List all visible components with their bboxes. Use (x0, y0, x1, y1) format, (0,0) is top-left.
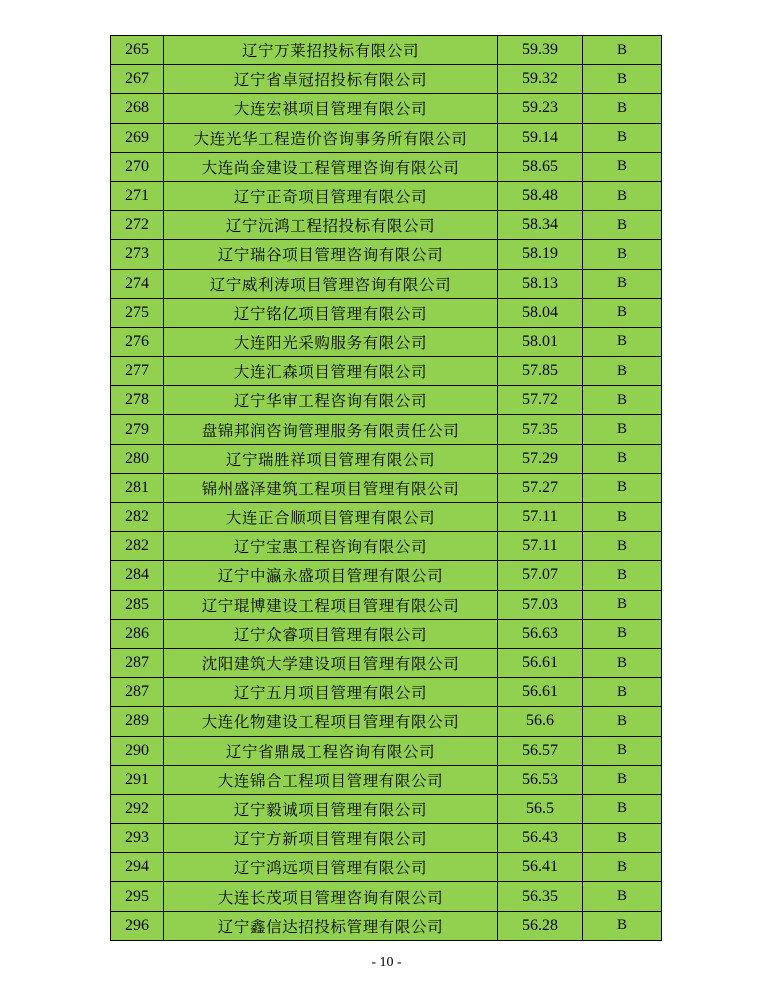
score-cell: 58.34 (498, 211, 583, 240)
rank-cell: 274 (111, 269, 164, 298)
rank-cell: 291 (111, 765, 164, 794)
grade-cell: B (583, 36, 662, 65)
grade-cell: B (583, 794, 662, 823)
grade-cell: B (583, 357, 662, 386)
rank-cell: 286 (111, 619, 164, 648)
rank-cell: 275 (111, 298, 164, 327)
table-row (111, 65, 662, 94)
company-name-cell: 辽宁方新项目管理有限公司 (164, 824, 498, 853)
score-cell: 56.63 (498, 619, 583, 648)
table-row (111, 648, 662, 677)
score-cell: 58.65 (498, 152, 583, 181)
rank-cell: 279 (111, 415, 164, 444)
company-name-cell: 辽宁瑞谷项目管理咨询有限公司 (164, 240, 498, 269)
rank-cell: 278 (111, 386, 164, 415)
company-name-cell: 辽宁省鼎晟工程咨询有限公司 (164, 736, 498, 765)
rank-cell: 269 (111, 123, 164, 152)
score-cell: 56.35 (498, 882, 583, 911)
table-row (111, 327, 662, 356)
table-row (111, 882, 662, 911)
score-cell: 56.61 (498, 648, 583, 677)
table-row (111, 736, 662, 765)
rank-cell: 265 (111, 36, 164, 65)
company-name-cell: 辽宁瑞胜祥项目管理有限公司 (164, 444, 498, 473)
rank-cell: 267 (111, 65, 164, 94)
company-name-cell: 辽宁鸿远项目管理有限公司 (164, 853, 498, 882)
score-cell: 57.11 (498, 532, 583, 561)
score-cell: 56.41 (498, 853, 583, 882)
score-cell: 57.72 (498, 386, 583, 415)
rank-cell: 287 (111, 648, 164, 677)
score-cell: 57.03 (498, 590, 583, 619)
ranking-table (110, 35, 662, 941)
score-cell: 56.43 (498, 824, 583, 853)
grade-cell: B (583, 648, 662, 677)
company-name-cell: 辽宁省卓冠招投标有限公司 (164, 65, 498, 94)
page-number: - 10 - (371, 955, 402, 970)
score-cell: 56.5 (498, 794, 583, 823)
grade-cell: B (583, 911, 662, 940)
company-name-cell: 辽宁众睿项目管理有限公司 (164, 619, 498, 648)
rank-cell: 270 (111, 152, 164, 181)
score-cell: 58.48 (498, 181, 583, 210)
score-cell: 57.85 (498, 357, 583, 386)
company-name-cell: 辽宁宝惠工程咨询有限公司 (164, 532, 498, 561)
rank-cell: 293 (111, 824, 164, 853)
grade-cell: B (583, 678, 662, 707)
grade-cell: B (583, 152, 662, 181)
rank-cell: 280 (111, 444, 164, 473)
table-row (111, 211, 662, 240)
grade-cell: B (583, 619, 662, 648)
grade-cell: B (583, 473, 662, 502)
rank-cell: 272 (111, 211, 164, 240)
score-cell: 59.14 (498, 123, 583, 152)
score-cell: 58.13 (498, 269, 583, 298)
grade-cell: B (583, 269, 662, 298)
table-row (111, 386, 662, 415)
company-name-cell: 大连汇森项目管理有限公司 (164, 357, 498, 386)
score-cell: 57.29 (498, 444, 583, 473)
company-name-cell: 辽宁五月项目管理有限公司 (164, 678, 498, 707)
rank-cell: 271 (111, 181, 164, 210)
table-row (111, 561, 662, 590)
company-name-cell: 大连长茂项目管理咨询有限公司 (164, 882, 498, 911)
grade-cell: B (583, 415, 662, 444)
rank-cell: 285 (111, 590, 164, 619)
table-row (111, 298, 662, 327)
rank-cell: 268 (111, 94, 164, 123)
grade-cell: B (583, 444, 662, 473)
grade-cell: B (583, 386, 662, 415)
score-cell: 56.61 (498, 678, 583, 707)
grade-cell: B (583, 181, 662, 210)
grade-cell: B (583, 824, 662, 853)
table-row (111, 619, 662, 648)
score-cell: 57.11 (498, 503, 583, 532)
rank-cell: 282 (111, 503, 164, 532)
table-row (111, 503, 662, 532)
rank-cell: 281 (111, 473, 164, 502)
table-row (111, 444, 662, 473)
table-row (111, 240, 662, 269)
grade-cell: B (583, 211, 662, 240)
table-row (111, 357, 662, 386)
company-name-cell: 大连正合顺项目管理有限公司 (164, 503, 498, 532)
rank-cell: 277 (111, 357, 164, 386)
table-row (111, 707, 662, 736)
grade-cell: B (583, 327, 662, 356)
table-row (111, 765, 662, 794)
grade-cell: B (583, 882, 662, 911)
company-name-cell: 大连锦合工程项目管理有限公司 (164, 765, 498, 794)
company-name-cell: 辽宁威利涛项目管理咨询有限公司 (164, 269, 498, 298)
table-row (111, 123, 662, 152)
table-row (111, 911, 662, 940)
grade-cell: B (583, 765, 662, 794)
grade-cell: B (583, 590, 662, 619)
table-row (111, 824, 662, 853)
company-name-cell: 大连化物建设工程项目管理有限公司 (164, 707, 498, 736)
grade-cell: B (583, 561, 662, 590)
table-row (111, 532, 662, 561)
grade-cell: B (583, 94, 662, 123)
rank-cell: 284 (111, 561, 164, 590)
table-row (111, 94, 662, 123)
company-name-cell: 沈阳建筑大学建设项目管理有限公司 (164, 648, 498, 677)
score-cell: 57.27 (498, 473, 583, 502)
company-name-cell: 辽宁万莱招投标有限公司 (164, 36, 498, 65)
rank-cell: 289 (111, 707, 164, 736)
company-name-cell: 辽宁沅鸿工程招投标有限公司 (164, 211, 498, 240)
score-cell: 56.6 (498, 707, 583, 736)
table-row (111, 36, 662, 65)
company-name-cell: 辽宁鑫信达招投标管理有限公司 (164, 911, 498, 940)
score-cell: 59.32 (498, 65, 583, 94)
score-cell: 58.19 (498, 240, 583, 269)
company-name-cell: 锦州盛泽建筑工程项目管理有限公司 (164, 473, 498, 502)
score-cell: 56.53 (498, 765, 583, 794)
rank-cell: 282 (111, 532, 164, 561)
company-name-cell: 辽宁毅诚项目管理有限公司 (164, 794, 498, 823)
ranking-table-body (111, 36, 662, 941)
table-row (111, 794, 662, 823)
table-row (111, 152, 662, 181)
rank-cell: 296 (111, 911, 164, 940)
score-cell: 58.01 (498, 327, 583, 356)
rank-cell: 276 (111, 327, 164, 356)
grade-cell: B (583, 503, 662, 532)
score-cell: 59.39 (498, 36, 583, 65)
score-cell: 57.35 (498, 415, 583, 444)
company-name-cell: 大连尚金建设工程管理咨询有限公司 (164, 152, 498, 181)
rank-cell: 295 (111, 882, 164, 911)
rank-cell: 294 (111, 853, 164, 882)
company-name-cell: 大连宏祺项目管理有限公司 (164, 94, 498, 123)
company-name-cell: 辽宁铭亿项目管理有限公司 (164, 298, 498, 327)
table-row (111, 181, 662, 210)
grade-cell: B (583, 240, 662, 269)
company-name-cell: 大连光华工程造价咨询事务所有限公司 (164, 123, 498, 152)
grade-cell: B (583, 736, 662, 765)
grade-cell: B (583, 707, 662, 736)
score-cell: 56.57 (498, 736, 583, 765)
company-name-cell: 大连阳光采购服务有限公司 (164, 327, 498, 356)
company-name-cell: 盘锦邦润咨询管理服务有限责任公司 (164, 415, 498, 444)
company-name-cell: 辽宁琨博建设工程项目管理有限公司 (164, 590, 498, 619)
score-cell: 57.07 (498, 561, 583, 590)
grade-cell: B (583, 853, 662, 882)
rank-cell: 273 (111, 240, 164, 269)
score-cell: 56.28 (498, 911, 583, 940)
score-cell: 58.04 (498, 298, 583, 327)
table-row (111, 473, 662, 502)
rank-cell: 287 (111, 678, 164, 707)
table-row (111, 590, 662, 619)
rank-cell: 290 (111, 736, 164, 765)
grade-cell: B (583, 532, 662, 561)
table-row (111, 678, 662, 707)
table-row (111, 853, 662, 882)
table-row (111, 269, 662, 298)
score-cell: 59.23 (498, 94, 583, 123)
table-row (111, 415, 662, 444)
rank-cell: 292 (111, 794, 164, 823)
grade-cell: B (583, 298, 662, 327)
company-name-cell: 辽宁正奇项目管理有限公司 (164, 181, 498, 210)
grade-cell: B (583, 65, 662, 94)
company-name-cell: 辽宁华审工程咨询有限公司 (164, 386, 498, 415)
company-name-cell: 辽宁中瀛永盛项目管理有限公司 (164, 561, 498, 590)
grade-cell: B (583, 123, 662, 152)
